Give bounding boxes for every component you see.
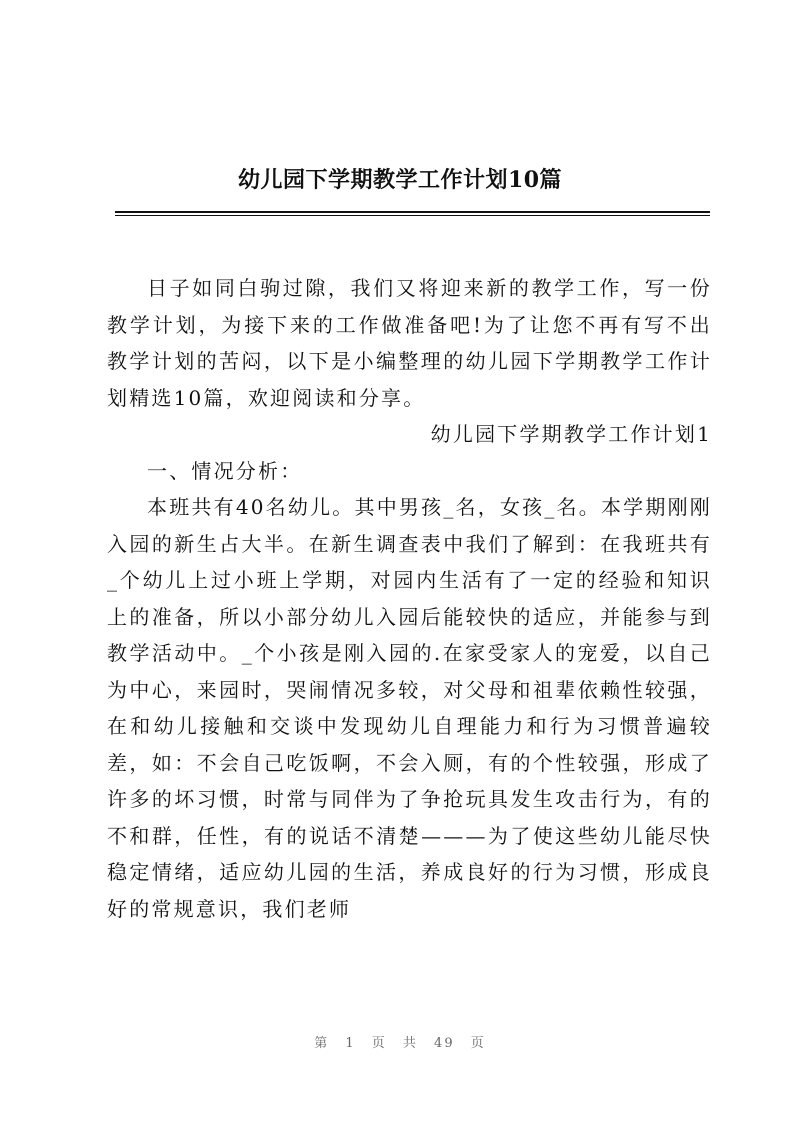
- document-title: 幼儿园下学期教学工作计划10篇: [237, 167, 563, 193]
- section-paragraph: 本班共有40名幼儿。其中男孩_名，女孩_名。本学期刚刚入园的新生占大半。在新生调查表中我们了解到：在我班共有_个幼儿上过小班上学期，对园内生活有了一定的经验和知识上的准备，所以小部分幼儿入园后能较快的适应，并能参与到教学活动中。_个小孩是刚入园的.在家受家人的宠爱，以自己为中心，来园时，哭闹情况多较，对父母和祖辈依赖性较强，在和幼儿接触和交谈中发现幼儿自理能力和行为习惯普遍较差，如：不会自己吃饭啊，不会入厕，有的个性较强，形成了许多的坏习惯，时常与同伴为了争抢玩具发生攻击行为，有的不和群，任性，有的说话不清楚———为了使这些幼儿能尽快稳定情绪，适应幼儿园的生活，养成良好的行为习惯，形成良好的常规意识，我们老师: [107, 495, 712, 921]
- title-rule-thin: [115, 215, 710, 216]
- section-heading: 一、情况分析：: [147, 458, 303, 483]
- title-rule-thick: [115, 211, 710, 213]
- page-footer: 第 1 页 共 49 页: [314, 1036, 486, 1051]
- document-body: [107, 270, 712, 927]
- intro-paragraph: 日子如同白驹过隙，我们又将迎来新的教学工作，写一份教学计划，为接下来的工作做准备吧!为了让您不再有写不出教学计划的苦闷，以下是小编整理的幼儿园下学期教学工作计划精选10篇，欢迎阅读和分享。: [107, 276, 712, 410]
- plan-subtitle: 幼儿园下学期教学工作计划1: [430, 422, 712, 446]
